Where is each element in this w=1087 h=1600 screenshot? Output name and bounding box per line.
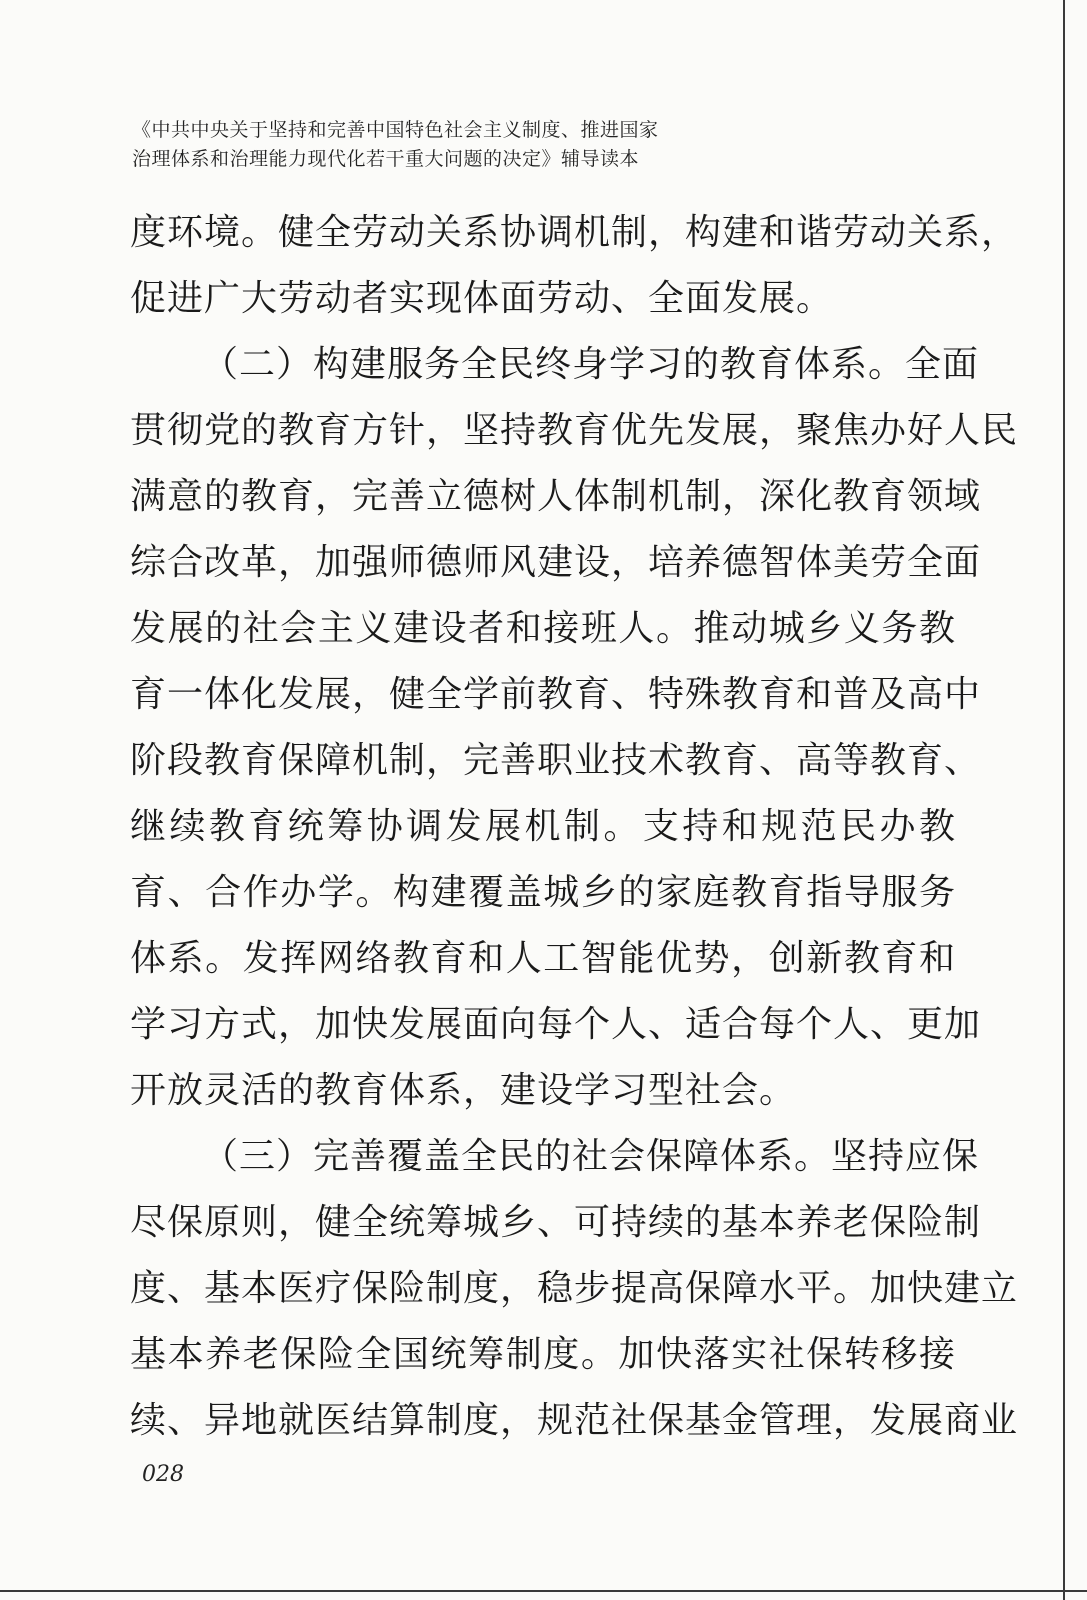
- text-line: （三）完善覆盖全民的社会保障体系。坚持应保: [202, 1136, 980, 1177]
- text-line: 发展的社会主义建设者和接班人。推动城乡义务教: [130, 608, 956, 649]
- page-bottom-edge: [0, 1590, 1087, 1592]
- running-header: [132, 116, 752, 174]
- text-line: 阶段教育保障机制，完善职业技术教育、高等教育、: [130, 740, 982, 781]
- text-line: 育、合作办学。构建覆盖城乡的家庭教育指导服务: [130, 872, 956, 913]
- page-right-edge: [1063, 0, 1065, 1600]
- text-line: 促进广大劳动者实现体面劳动、全面发展。: [130, 278, 834, 319]
- text-line: （二）构建服务全民终身学习的教育体系。全面: [202, 344, 980, 385]
- running-header-line-2: 治理体系和治理能力现代化若干重大问题的决定》辅导读本: [132, 148, 640, 170]
- page-number: 028: [142, 1462, 184, 1487]
- text-line: 体系。发挥网络教育和人工智能优势，创新教育和: [130, 938, 956, 979]
- text-line: 基本养老保险全国统筹制度。加快落实社保转移接: [130, 1334, 956, 1375]
- text-line: 综合改革，加强师德师风建设，培养德智体美劳全面: [130, 542, 982, 583]
- running-header-line-1: 《中共中央关于坚持和完善中国特色社会主义制度、推进国家: [132, 119, 659, 141]
- text-line: 度环境。健全劳动关系协调机制，构建和谐劳动关系，: [130, 212, 1019, 253]
- body-text: [130, 200, 1019, 1454]
- text-line: 开放灵活的教育体系，建设学习型社会。: [130, 1070, 797, 1111]
- text-line: 学习方式，加快发展面向每个人、适合每个人、更加: [130, 1004, 982, 1045]
- text-line: 满意的教育，完善立德树人体制机制，深化教育领域: [130, 476, 982, 517]
- text-line: 续、异地就医结算制度，规范社保基金管理，发展商业: [130, 1400, 1019, 1441]
- text-line: 继续教育统筹协调发展机制。支持和规范民办教: [130, 806, 956, 847]
- text-line: 尽保原则，健全统筹城乡、可持续的基本养老保险制: [130, 1202, 982, 1243]
- text-line: 贯彻党的教育方针，坚持教育优先发展，聚焦办好人民: [130, 410, 1019, 451]
- text-line: 度、基本医疗保险制度，稳步提高保障水平。加快建立: [130, 1268, 1019, 1309]
- text-line: 育一体化发展，健全学前教育、特殊教育和普及高中: [130, 674, 982, 715]
